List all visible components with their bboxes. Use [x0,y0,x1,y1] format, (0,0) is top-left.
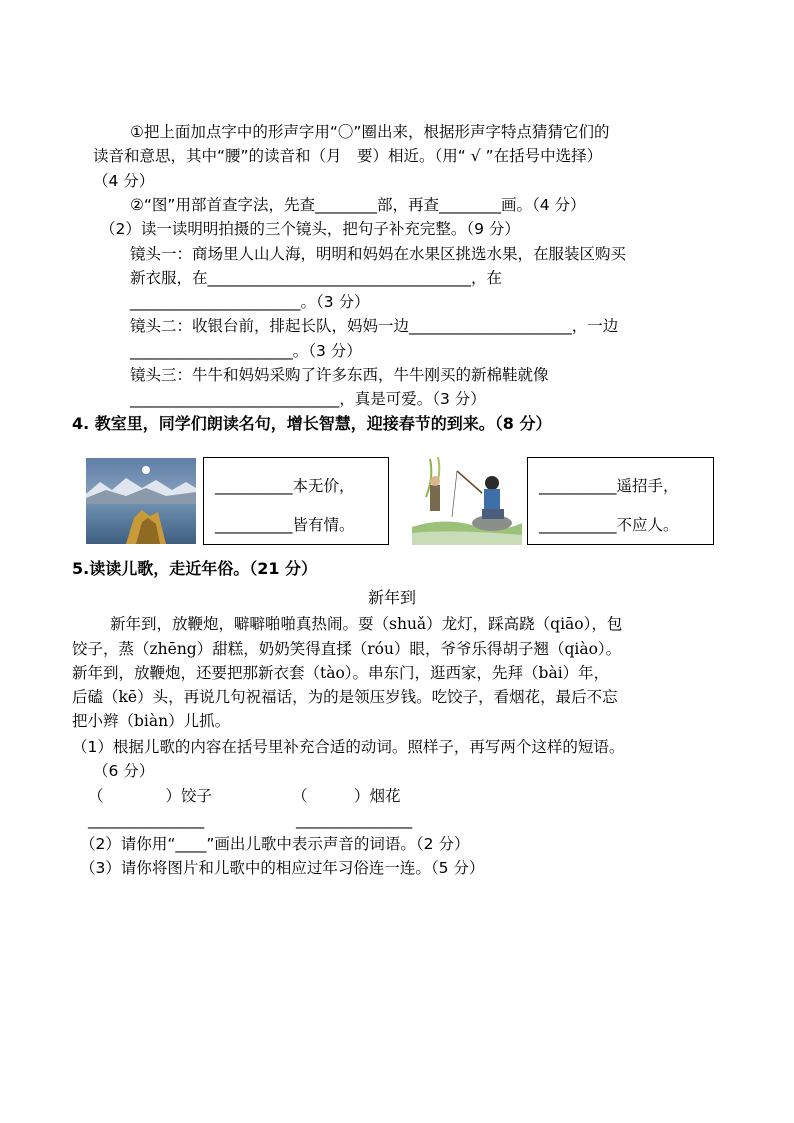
q5-sub2: （2）请你用“____”画出儿歌中表示声音的词语。（2 分） [80,835,470,853]
q3-sub1-line1: ①把上面加点字中的形声字用“〇”圈出来，根据形声字特点猜猜它们的 [130,123,610,141]
verse-box-2-line1: __________遥招手， [539,477,679,495]
q3-sub2-line: ②“图”用部首查字法，先查________部，再查________画。（4 分） [130,196,586,214]
verse-box-1-line2: __________皆有情。 [215,516,355,534]
poem-line-3: 新年到，放鞭炮，还要把那新衣套（tào）。串东门，逛西家，先拜（bài）年， [72,664,610,682]
q5-sub1-line1: （1）根据儿歌的内容在括号里补充合适的动词。照样子，再写两个这样的短语。 [72,738,625,756]
shot1-line1: 镜头一：商场里人山人海，明明和妈妈在水果区挑选水果，在服装区购买 [130,245,627,263]
q5-sub1-line2: （6 分） [93,762,155,780]
q3-sub1-line3: （4 分） [93,172,155,190]
shot3-line1: 镜头三：牛牛和妈妈采购了许多东西，牛牛刚买的新棉鞋就像 [130,366,549,384]
verse-box-1-line1: __________本无价， [215,477,355,495]
poem-line-5: 把小辫（biàn）儿抓。 [72,712,231,730]
verse-box-2-line2: __________不应人。 [539,516,679,534]
example-phrase-1: （ ）饺子 [88,787,213,805]
example-phrase-2: （ ）烟花 [292,787,401,805]
poem-title: 新年到 [368,588,417,607]
answer-blank-2[interactable]: _______________ [296,811,413,829]
poem-line-4: 后磕（kē）头，再说几句祝福话，为的是领压岁钱。吃饺子，看烟花，最后不忘 [72,688,618,706]
mountain-lake-image [86,458,196,544]
shot2-line2: _____________________。（3 分） [130,342,362,360]
q3-sub1-line2: 读音和意思，其中“腰”的读音和（月 要）相近。（用“ √ ”在括号中选择） [93,147,603,165]
shot1-line2: 新衣服，在__________________________________，在 [130,269,503,287]
q5-sub3: （3）请你将图片和儿歌中的相应过年习俗连一连。（5 分） [80,859,485,877]
q5-title: 5.读读儿歌，走近年俗。（21 分） [72,559,318,578]
shot2-line1: 镜头二：收银台前，排起长队，妈妈一边_____________________，一边 [130,317,619,335]
shot3-line2: ___________________________，真是可爱。（3 分） [130,390,486,408]
poem-line-1: 新年到，放鞭炮，噼噼啪啪真热闹。耍（shuǎ）龙灯，踩高跷（qiāo），包 [110,615,623,633]
q3-part2-title: （2）读一读明明拍摄的三个镜头，把句子补充完整。（9 分） [100,220,520,238]
poem-line-2: 饺子，蒸（zhēng）甜糕，奶奶笑得直揉（róu）眼，爷爷乐得胡子翘（qiào）。 [72,640,622,658]
child-fishing-image [412,457,522,545]
answer-blank-1[interactable]: _______________ [88,811,205,829]
shot1-line3: ______________________。（3 分） [130,293,370,311]
q4-title: 4. 教室里，同学们朗读名句，增长智慧，迎接春节的到来。（8 分） [72,414,552,433]
